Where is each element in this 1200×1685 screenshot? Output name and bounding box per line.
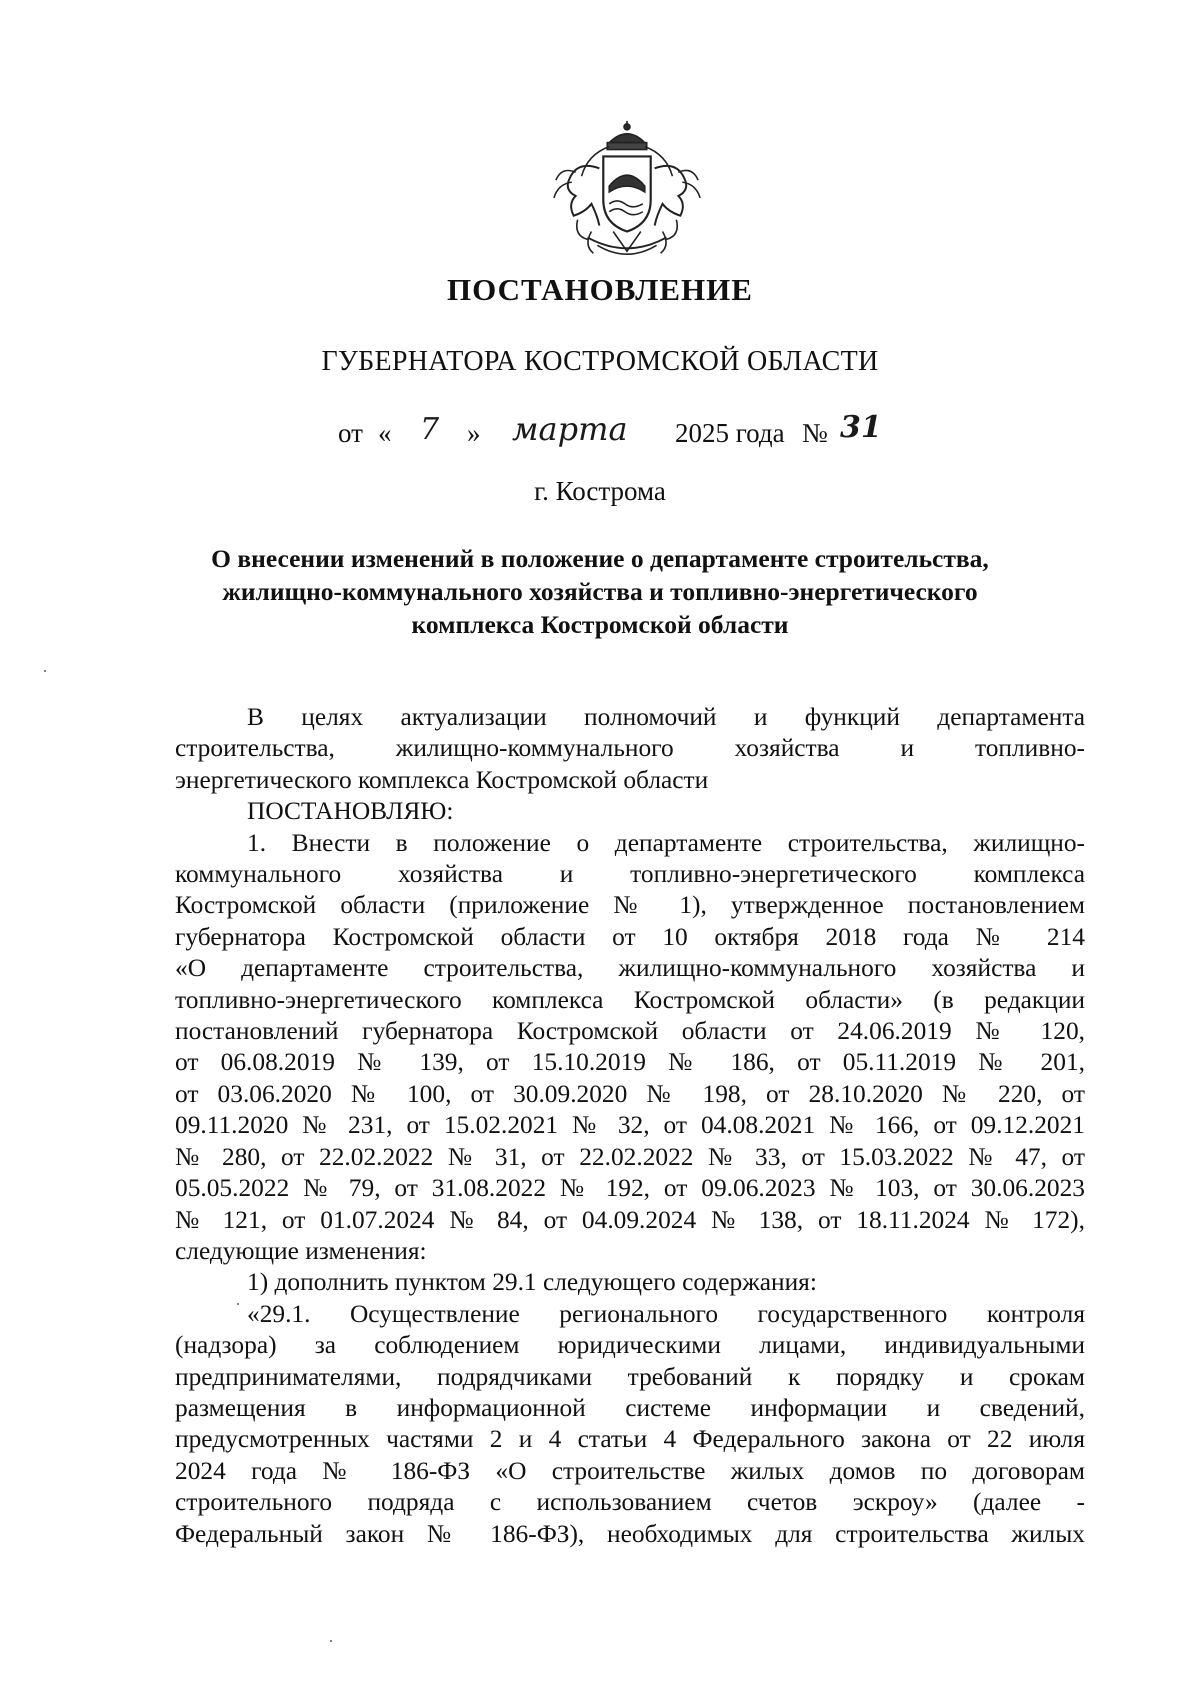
date-year: 2025 года [675, 418, 785, 448]
body-line: 05.05.2022 № 79, от 31.08.2022 № 192, от 09.06.2023 № 103, от 30.06.2023 [175, 1174, 1085, 1203]
document-number-handwritten: 31 [840, 410, 882, 445]
document-issuer: ГУБЕРНАТОРА КОСТРОМСКОЙ ОБЛАСТИ [321, 346, 879, 377]
scan-speck [44, 670, 46, 672]
date-prefix: от [338, 418, 363, 448]
date-line [0, 410, 1200, 458]
body-line: 1. Внести в положение о департаменте строительства, жилищно- [247, 828, 1085, 857]
quote-line: строительного подряда с использованием счетов эскроу» (далее - [175, 1488, 1085, 1517]
sub-item: 1) дополнить пунктом 29.1 следующего содержания: [247, 1268, 817, 1297]
resolve-word: ПОСТАНОВЛЯЮ: [247, 797, 454, 826]
date-day-handwritten: 7 [420, 412, 440, 447]
document-city: г. Кострома [534, 476, 666, 506]
document-body [175, 702, 1085, 1550]
quote-line: предусмотренных частями 2 и 4 статьи 4 Федерального закона от 22 июля [175, 1425, 1085, 1454]
body-line: «О департаменте строительства, жилищно-коммунального хозяйства и [175, 954, 1085, 983]
scan-speck [237, 1303, 239, 1305]
body-line: строительства, жилищно-коммунального хозяйства и топливно- [175, 734, 1085, 763]
quote-line: предпринимателями, подрядчиками требований к порядку и срокам [175, 1362, 1085, 1391]
document-heading [140, 542, 1060, 641]
body-line: 09.11.2020 № 231, от 15.02.2021 № 32, от 04.08.2021 № 166, от 09.12.2021 [175, 1111, 1085, 1140]
body-line: № 280, от 22.02.2022 № 31, от 22.02.2022 № 33, от 15.03.2022 № 47, от [175, 1142, 1085, 1171]
body-line: топливно-энергетического комплекса Костромской области» (в редакции [175, 985, 1085, 1014]
body-line: следующие изменения: [175, 1236, 427, 1265]
body-line: постановлений губернатора Костромской области от 24.06.2019 № 120, [175, 1017, 1085, 1046]
heading-line: комплекса Костромской области [411, 610, 789, 639]
body-line: № 121, от 01.07.2024 № 84, от 04.09.2024 № 138, от 18.11.2024 № 172), [175, 1205, 1085, 1234]
date-month-handwritten: марта [512, 410, 628, 448]
coat-of-arms-emblem [548, 120, 706, 265]
quote-line: «29.1. Осуществление регионального государственного контроля [247, 1299, 1085, 1328]
document-title: ПОСТАНОВЛЕНИЕ [447, 272, 753, 307]
body-line: губернатора Костромской области от 10 октября 2018 года № 214 [175, 922, 1085, 951]
quote-line: Федеральный закон № 186-ФЗ), необходимых для строительства жилых [175, 1519, 1085, 1548]
body-line: энергетического комплекса Костромской области [175, 765, 709, 794]
heading-line: жилищно-коммунального хозяйства и топливно-энергетического [222, 577, 978, 606]
quote-line: размещения в информационной системе информации и сведений, [175, 1393, 1085, 1422]
date-open-quote: « [378, 418, 392, 448]
heading-line: О внесении изменений в положение о департаменте строительства, [211, 544, 989, 573]
body-line: от 03.06.2020 № 100, от 30.09.2020 № 198, от 28.10.2020 № 220, от [175, 1079, 1085, 1108]
date-close-quote: » [467, 418, 481, 448]
scan-speck [330, 1640, 332, 1642]
quote-line: 2024 года № 186-ФЗ «О строительстве жилых домов по договорам [175, 1456, 1085, 1485]
body-line: коммунального хозяйства и топливно-энергетического комплекса [175, 860, 1085, 889]
quote-line: (надзора) за соблюдением юридическими лицами, индивидуальными [175, 1331, 1085, 1360]
body-line: от 06.08.2019 № 139, от 15.10.2019 № 186, от 05.11.2019 № 201, [175, 1048, 1085, 1077]
body-line: В целях актуализации полномочий и функций департамента [247, 703, 1085, 731]
body-line: Костромской области (приложение № 1), утвержденное постановлением [175, 891, 1085, 920]
number-sign: № [802, 418, 828, 448]
